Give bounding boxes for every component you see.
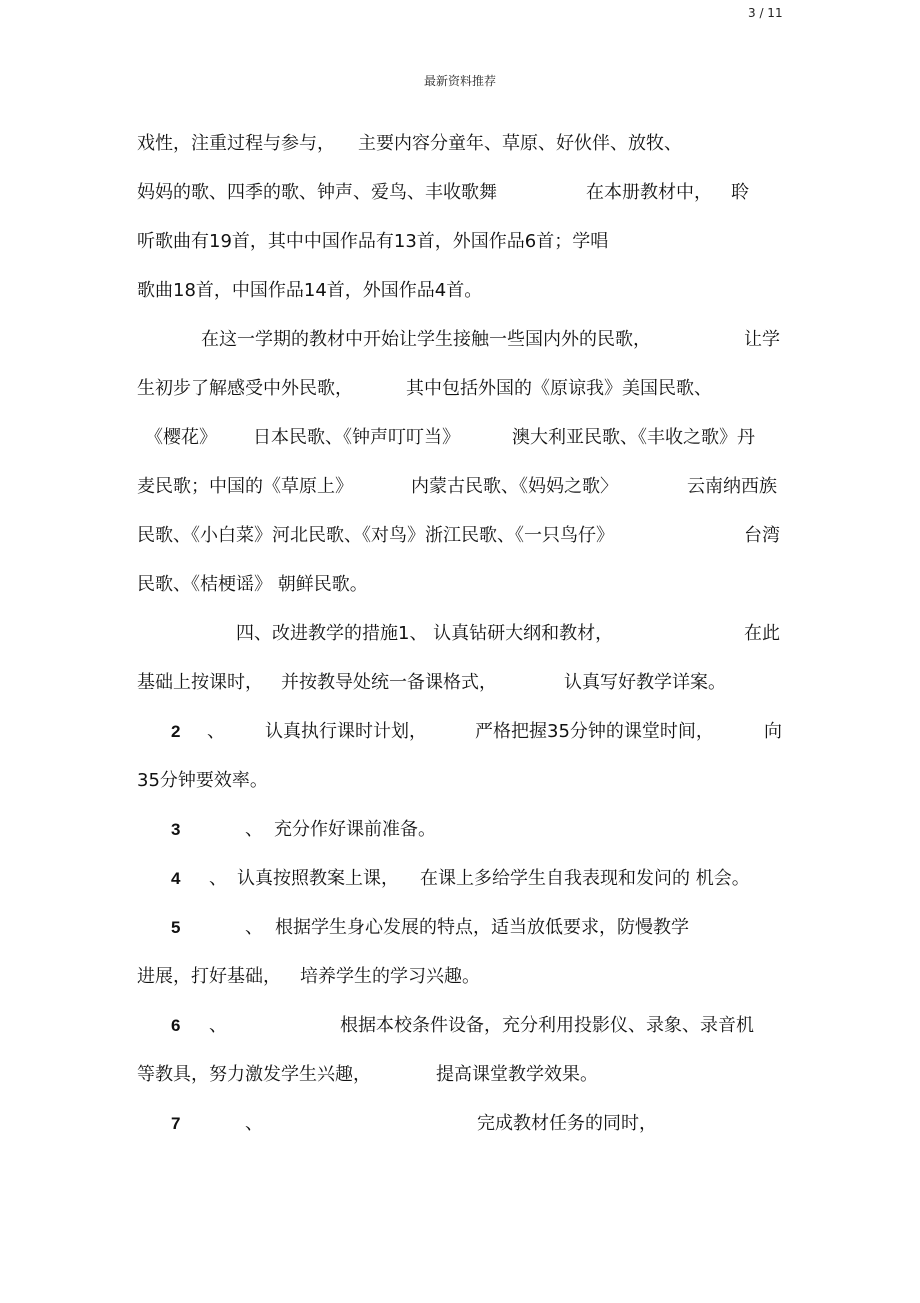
text-segment: 在本册教材中， [586,182,712,203]
text-segment: 戏性，注重过程与参与， [137,133,335,154]
text-segment: 充分作好课前准备。 [274,819,436,840]
text-segment: 严格把握35分钟的课堂时间， [475,721,714,742]
text-segment: 向 [764,721,782,742]
text-segment: 根据本校条件设备，充分利用投影仪、录象、录音机 [340,1015,754,1036]
text-segment: 、 [245,1113,263,1134]
text-segment: 四、改进教学的措施1、 认真钻研大纲和教材， [236,623,614,644]
text-line [137,230,787,254]
text-segment: 让学 [744,329,780,350]
text-segment: 日本民歌、《钟声叮叮当》 [253,427,460,448]
text-segment: 认真按照教案上课， [237,868,399,889]
text-line [137,573,787,597]
page-number: 3 / 11 [748,6,783,20]
text-segment: 《樱花》 [145,427,217,448]
item-number: 5 [171,918,181,937]
text-segment: 、 [209,1015,227,1036]
item-number: 6 [171,1016,181,1035]
text-line [137,1063,787,1087]
text-segment: 、 [207,721,225,742]
text-line [137,867,787,891]
item-number: 2 [171,722,181,741]
text-segment: 在这一学期的教材中开始让学生接触一些国内外的民歌， [201,329,651,350]
text-segment: 提高课堂教学效果。 [436,1064,598,1085]
text-segment: 完成教材任务的同时， [477,1113,657,1134]
text-segment: 澳大利亚民歌、《丰收之歌》丹 [512,427,755,448]
text-segment: 云南纳西族 [687,476,777,497]
text-segment: 、 [209,868,227,889]
text-segment: 在课上多给学生自我表现和发问的 机会。 [420,868,750,889]
text-line [137,524,787,548]
item-number: 4 [171,869,181,888]
text-segment: 主要内容分童年、草原、好伙伴、放牧、 [358,133,682,154]
text-segment: 在此 [744,623,780,644]
text-line [137,769,787,793]
text-segment: 根据学生身心发展的特点，适当放低要求，防慢教学 [275,917,689,938]
text-segment: 妈妈的歌、四季的歌、钟声、爱鸟、丰收歌舞 [137,182,497,203]
text-line [137,622,787,646]
text-segment: 35分钟要效率。 [137,770,268,791]
text-line [137,818,787,842]
text-line [137,720,787,744]
text-segment: 民歌、《桔梗谣》 朝鲜民歌。 [137,574,368,595]
text-line [137,328,787,352]
text-segment: 台湾 [744,525,780,546]
text-segment: 、 [245,917,263,938]
text-line [137,426,787,450]
text-segment: 基础上按课时， [137,672,263,693]
text-line [137,181,787,205]
text-line [137,916,787,940]
text-line [137,475,787,499]
text-segment: 等教具，努力激发学生兴趣， [137,1064,371,1085]
text-segment: 聆 [731,182,749,203]
text-segment: 生初步了解感受中外民歌， [137,378,353,399]
item-number: 7 [171,1114,181,1133]
text-line [137,671,787,695]
text-segment: 进展，打好基础， [137,966,281,987]
text-segment: 认真执行课时计划， [265,721,427,742]
page-header: 最新资料推荐 [423,74,496,88]
text-segment: 麦民歌；中国的《草原上》 [137,476,353,497]
text-line [137,279,787,303]
text-line [137,965,787,989]
text-line [137,132,787,156]
text-line [137,1112,787,1136]
text-segment: 其中包括外国的《原谅我》美国民歌、 [406,378,712,399]
text-segment: 听歌曲有19首，其中中国作品有13首，外国作品6首；学唱 [137,231,609,252]
text-segment: 培养学生的学习兴趣。 [300,966,480,987]
text-line [137,377,787,401]
text-segment: 、 [245,819,263,840]
text-segment: 内蒙古民歌、《妈妈之歌〉 [411,476,618,497]
text-segment: 民歌、《小白菜》河北民歌、《对鸟》浙江民歌、《一只鸟仔》 [137,525,614,546]
item-number: 3 [171,820,181,839]
text-segment: 认真写好教学详案。 [564,672,726,693]
text-segment: 歌曲18首，中国作品14首，外国作品4首。 [137,280,483,301]
text-segment: 并按教导处统一备课格式， [281,672,497,693]
text-line [137,1014,787,1038]
